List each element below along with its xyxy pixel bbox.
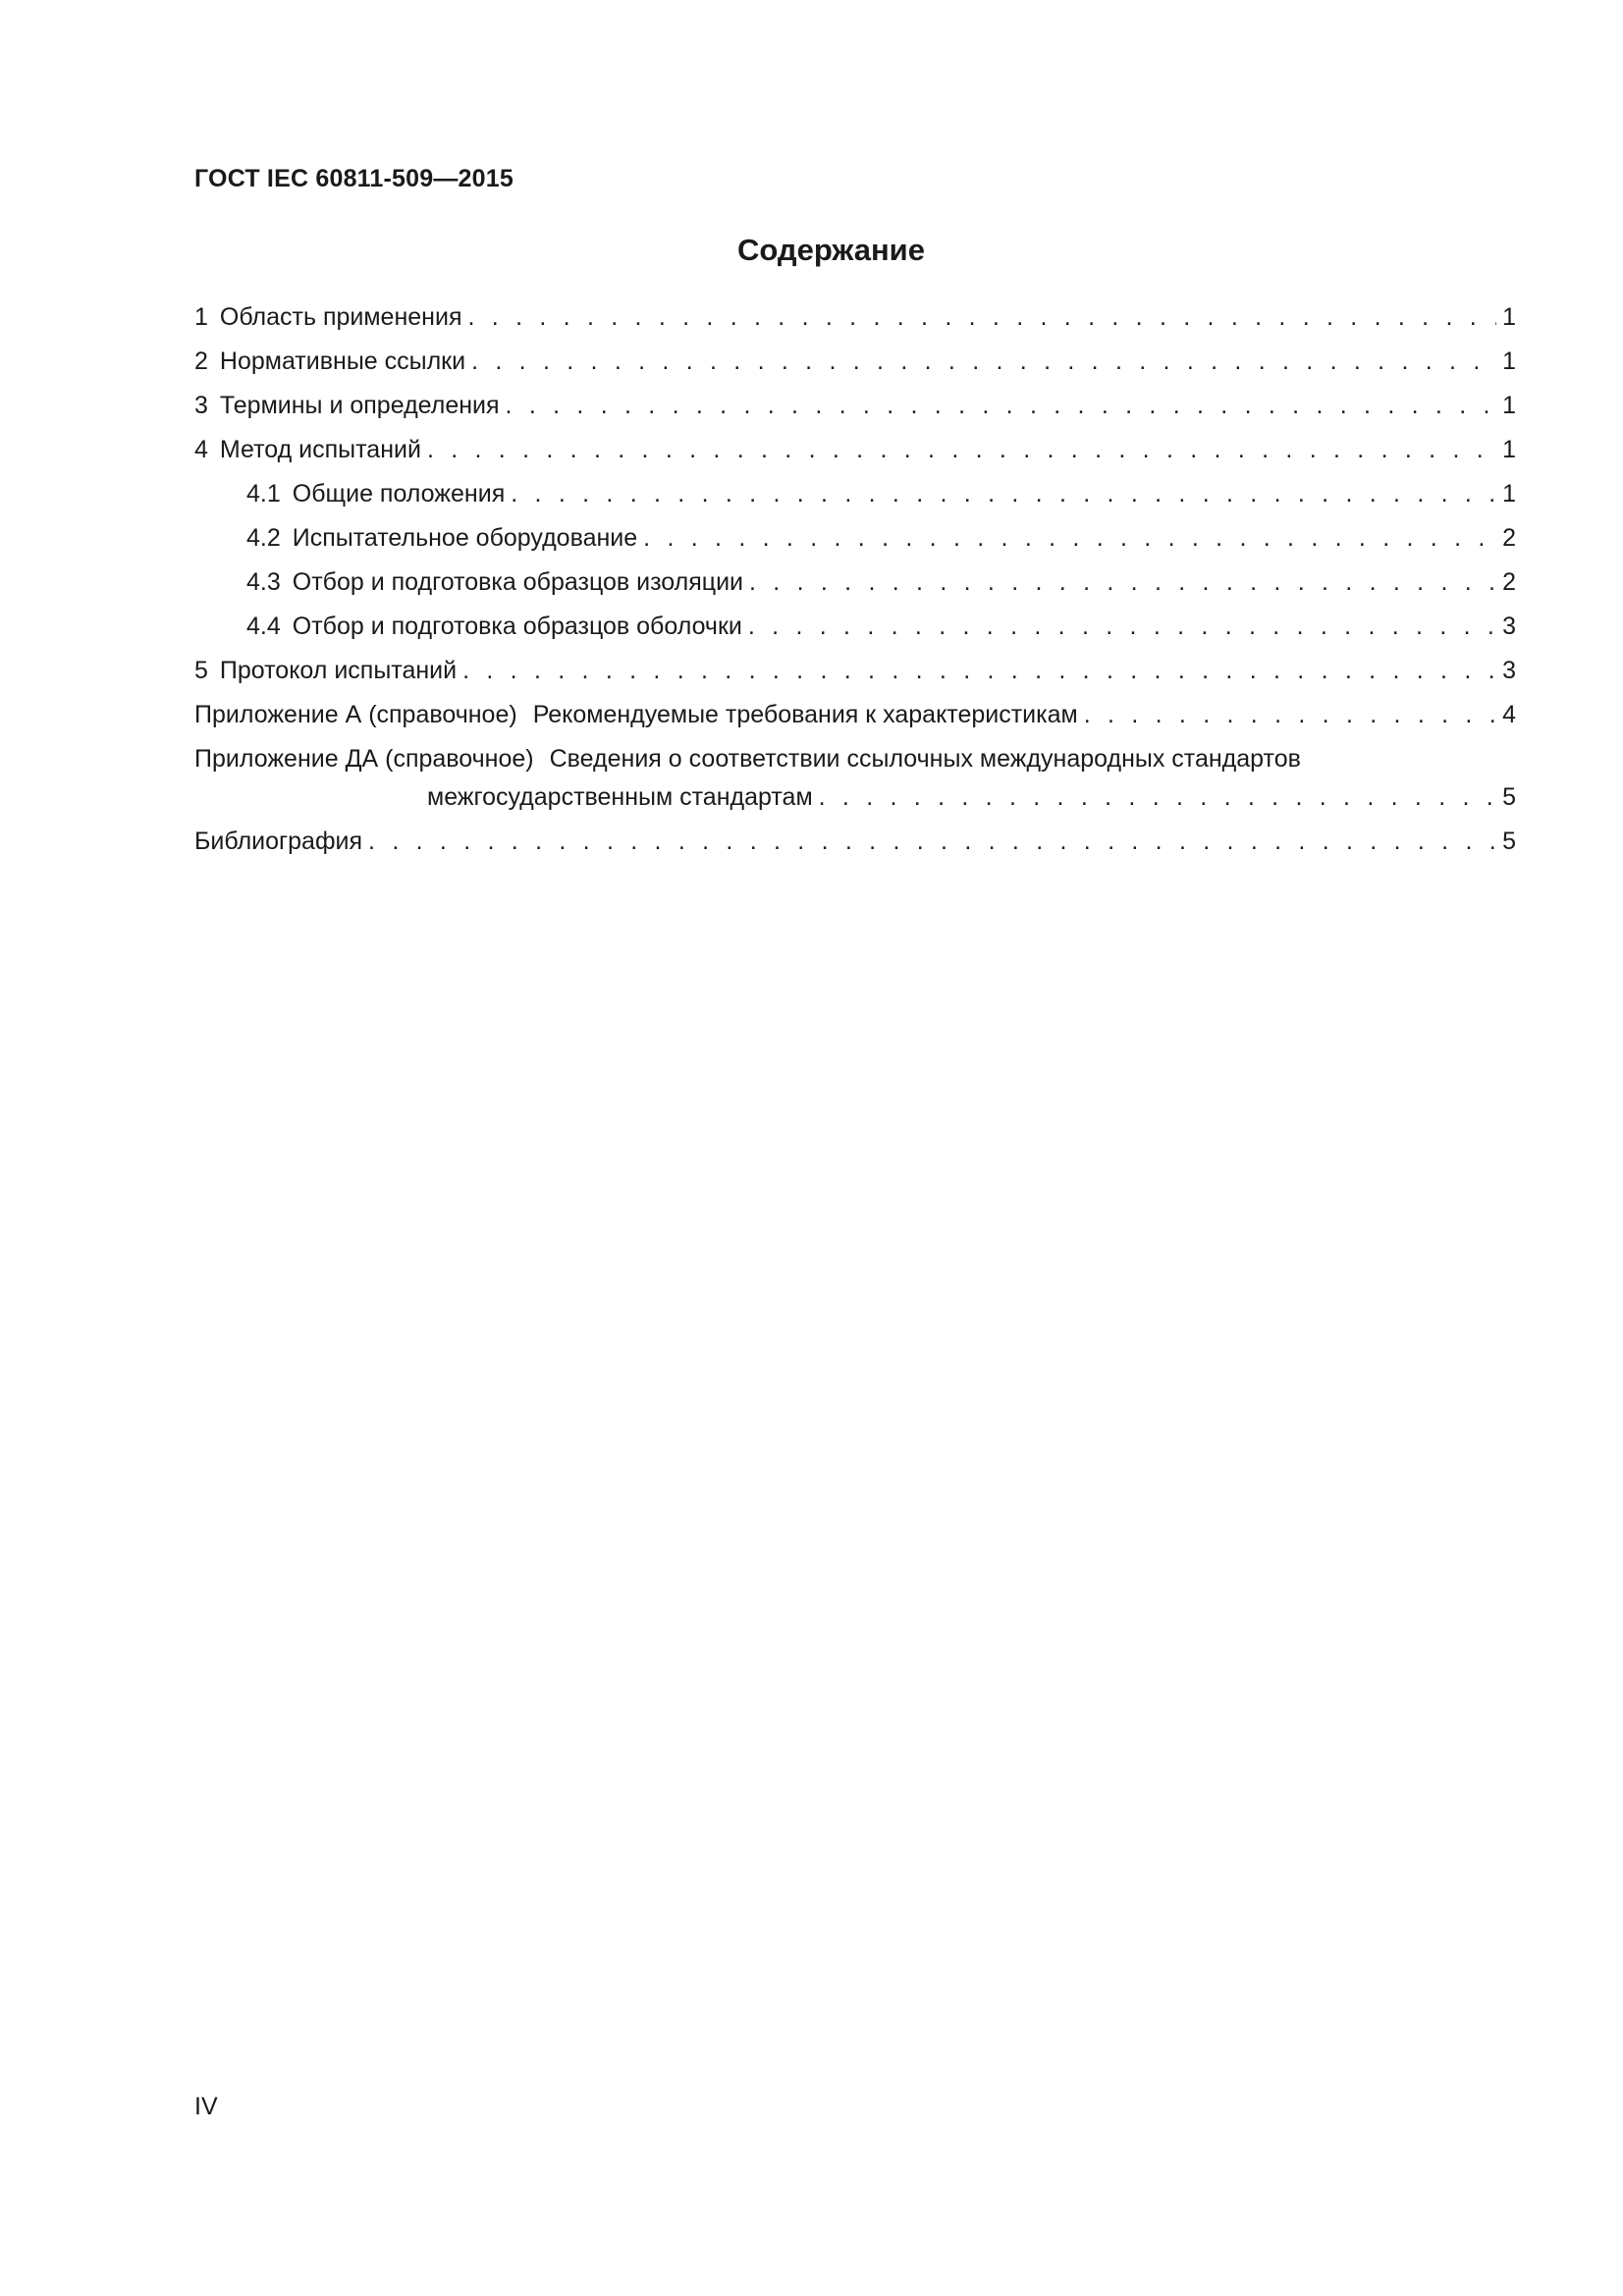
dot-leader [749, 565, 1496, 599]
toc-entry-page: 1 [1502, 303, 1516, 331]
document-code: ГОСТ IEC 60811-509—2015 [194, 165, 514, 192]
toc-subentry[interactable] [194, 565, 1516, 610]
toc-entry-label: Отбор и подготовка образцов изоляции [292, 568, 743, 596]
toc-subentry[interactable] [194, 610, 1516, 654]
annex-prefix: Приложение А (справочное) [194, 701, 517, 728]
toc-entry-number: 4 [194, 436, 208, 463]
toc-entry-label: Отбор и подготовка образцов оболочки [292, 613, 742, 640]
toc-subentry[interactable] [194, 521, 1516, 565]
toc-entry-label: Термины и определения [219, 392, 500, 419]
dot-leader [506, 389, 1496, 422]
toc-title: Содержание [737, 233, 925, 267]
toc-entry-page: 3 [1502, 613, 1516, 640]
page-number: IV [194, 2093, 218, 2120]
dot-leader [1084, 698, 1496, 731]
toc-entry-page: 2 [1502, 568, 1516, 596]
toc-entry-label: Нормативные ссылки [219, 347, 466, 375]
dot-leader [368, 825, 1496, 858]
toc-entry-label: Область применения [219, 303, 462, 331]
toc-entry-page: 5 [1502, 828, 1516, 855]
toc-entry-page: 4 [1502, 701, 1516, 728]
toc-entry-number: 1 [194, 303, 208, 331]
toc-entry[interactable] [194, 300, 1516, 345]
dot-leader [748, 610, 1496, 643]
toc-entry-label: Испытательное оборудование [292, 524, 638, 552]
toc-entry[interactable] [194, 345, 1516, 389]
toc-entry-number: 4.4 [246, 613, 281, 640]
dot-leader [819, 780, 1496, 814]
bibliography-label: Библиография [194, 828, 363, 855]
annex-title-line1: Сведения о соответствии ссылочных международных стандартов [549, 745, 1301, 773]
dot-leader [462, 654, 1496, 687]
toc-entry-page: 3 [1502, 657, 1516, 684]
dot-leader [511, 477, 1496, 510]
annex-prefix: Приложение ДА (справочное) [194, 745, 534, 773]
dot-leader [643, 521, 1496, 555]
dot-leader [471, 345, 1496, 378]
dot-leader [427, 433, 1496, 466]
toc-entry-page: 1 [1502, 480, 1516, 507]
toc-entry-page: 1 [1502, 392, 1516, 419]
toc-entry-label: Протокол испытаний [219, 657, 458, 684]
toc-annex-da[interactable] [194, 742, 1516, 825]
toc-bibliography[interactable] [194, 825, 1516, 869]
toc-entry[interactable] [194, 433, 1516, 477]
toc-entry-page: 5 [1502, 783, 1516, 811]
toc-entry-number: 4.2 [246, 524, 281, 552]
toc-entry-number: 3 [194, 392, 208, 419]
toc-entry-label: Общие положения [292, 480, 506, 507]
toc-entry-page: 2 [1502, 524, 1516, 552]
dot-leader [467, 300, 1496, 334]
toc-subentry[interactable] [194, 477, 1516, 521]
toc-entry[interactable] [194, 389, 1516, 433]
annex-title-line2: межгосударственным стандартам [427, 783, 813, 811]
table-of-contents [194, 300, 1516, 869]
annex-title: Рекомендуемые требования к характеристикам [532, 701, 1078, 728]
toc-entry-page: 1 [1502, 436, 1516, 463]
toc-entry-number: 2 [194, 347, 208, 375]
toc-entry-number: 4.1 [246, 480, 281, 507]
toc-entry-label: Метод испытаний [219, 436, 421, 463]
toc-entry-number: 4.3 [246, 568, 281, 596]
toc-entry-number: 5 [194, 657, 208, 684]
toc-annex-a[interactable] [194, 698, 1516, 742]
toc-entry-page: 1 [1502, 347, 1516, 375]
toc-entry[interactable] [194, 654, 1516, 698]
